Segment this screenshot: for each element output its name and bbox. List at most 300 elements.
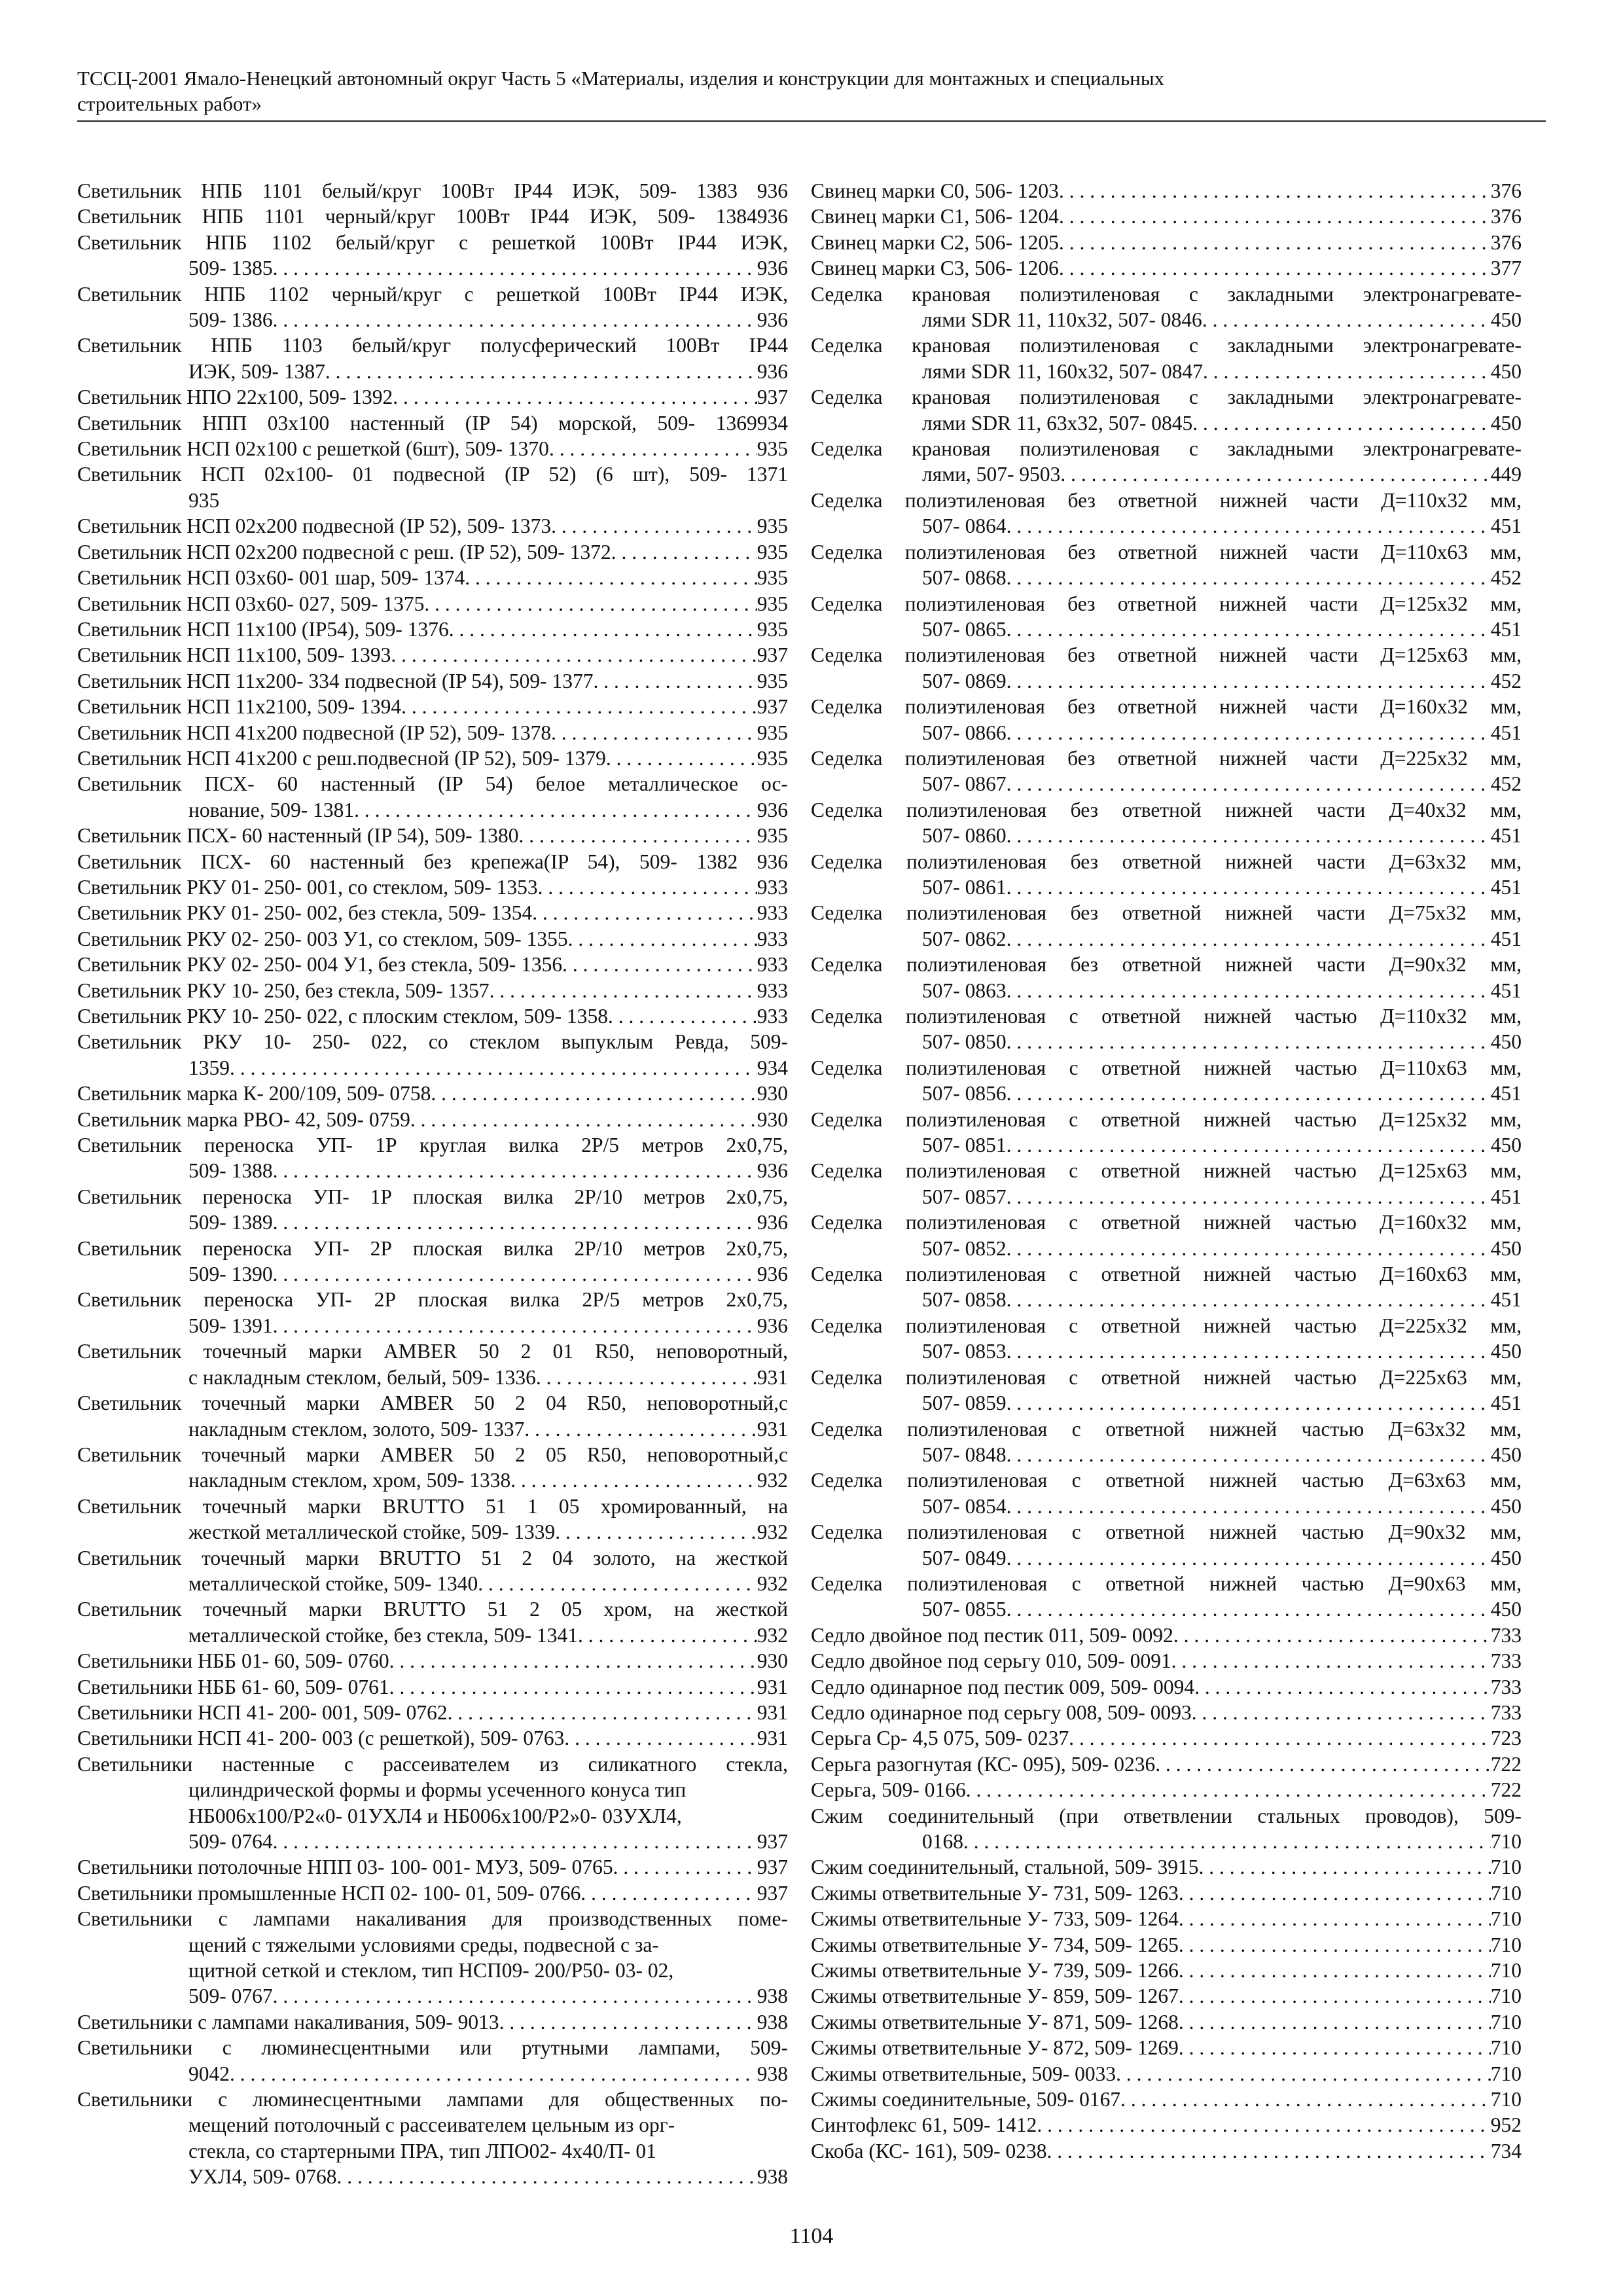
entry-line-with-page	[77, 1700, 788, 1725]
index-entry	[77, 1725, 788, 1751]
page-ref: 933	[757, 953, 788, 977]
index-entry	[811, 178, 1522, 204]
entry-line-with-page	[811, 1596, 1522, 1622]
entry-line-with-page	[77, 874, 788, 900]
index-entry	[77, 332, 788, 384]
dot-leader	[499, 2009, 757, 2035]
dot-leader	[1120, 2087, 1491, 2112]
entry-line-with-page	[77, 720, 788, 745]
page-ref: 376	[1490, 179, 1522, 202]
page-ref: 451	[1490, 875, 1522, 899]
page-ref: 710	[1490, 1830, 1522, 1853]
dot-leader	[1007, 1442, 1491, 1467]
page-ref: 450	[1490, 1236, 1522, 1260]
index-entry	[77, 1674, 788, 1700]
entry-text: Светильник НПБ 1101 белый/круг 100Вт IP44 ИЭК, 509- 1383 936	[77, 179, 788, 202]
dot-leader	[1194, 1674, 1491, 1700]
index-entry	[77, 1390, 788, 1442]
entry-text: Светильник ПСХ- 60 настенный (IP 54), 509- 1380	[77, 824, 519, 848]
entry-line-with-page	[77, 745, 788, 771]
entry-text: Светильник РКУ 10- 250, без стекла, 509- 1357	[77, 978, 490, 1002]
page-ref: 930	[757, 1649, 788, 1673]
entry-text: 507- 0858	[922, 1288, 1007, 1312]
entry-text: Седелка полиэтиленовая без ответной нижней части Д=160х32 мм,	[811, 695, 1522, 719]
dot-leader	[1179, 1932, 1491, 1958]
page-ref: 449	[1490, 463, 1522, 486]
dot-leader	[1179, 1983, 1491, 2009]
index-entry	[77, 1132, 788, 1184]
dot-leader	[606, 745, 757, 771]
entry-text: Седелка полиэтиленовая без ответной нижней части Д=110х63 мм,	[811, 540, 1522, 564]
page-ref: 935	[757, 540, 788, 564]
entry-text: лями SDR 11, 160х32, 507- 0847	[922, 359, 1203, 383]
page-ref: 451	[1490, 978, 1522, 1002]
entry-text: Серьга, 509- 0166	[811, 1778, 966, 1802]
entry-line-with-page	[811, 410, 1522, 436]
entry-text: жесткой металлической стойке, 509- 1339	[188, 1520, 556, 1544]
entry-line-with-page	[811, 2035, 1522, 2060]
entry-text: Сжимы ответвительные У- 739, 509- 1266	[811, 1959, 1179, 1982]
page-ref: 710	[1490, 2088, 1522, 2111]
entry-line-with-page	[811, 668, 1522, 694]
page-ref: 932	[757, 1520, 788, 1544]
entry-text: 507- 0861	[922, 875, 1007, 899]
page-ref: 451	[1490, 514, 1522, 538]
dot-leader	[510, 1467, 757, 1493]
entry-line-with-page	[811, 1081, 1522, 1106]
entry-line-with-page	[811, 617, 1522, 642]
entry-line-with-page	[811, 1829, 1522, 1854]
index-entry	[811, 2112, 1522, 2138]
entry-text: Седелка полиэтиленовая с ответной нижней частью Д=110х32 мм,	[811, 1005, 1522, 1028]
entry-text: с накладным стеклом, белый, 509- 1336	[188, 1365, 536, 1389]
page-ref: 710	[1490, 2010, 1522, 2034]
page-ref: 930	[757, 1082, 788, 1105]
entry-text: ИЭК, 509- 1387	[188, 359, 325, 383]
page-ref: 937	[757, 695, 788, 719]
dot-leader	[337, 2164, 757, 2189]
entry-text: 507- 0851	[922, 1134, 1007, 1157]
entry-text: Седло двойное под пестик 011, 509- 0092	[811, 1623, 1173, 1647]
index-entry	[811, 332, 1522, 384]
page-ref: 710	[1490, 1984, 1522, 2008]
page-ref: 710	[1490, 1907, 1522, 1931]
entry-text: Светильник РКУ 02- 250- 003 У1, со стеклом, 509- 1355	[77, 927, 568, 950]
entry-line-with-page	[77, 1081, 788, 1106]
entry-text: Светильник НСП 02х200 подвесной с реш. (IP 52), 509- 1372	[77, 540, 611, 564]
index-entry	[811, 952, 1522, 1003]
entry-line-with-page	[811, 565, 1522, 590]
entry-text: 507- 0854	[922, 1494, 1007, 1518]
dot-leader	[1116, 2061, 1491, 2087]
entry-line-with-page	[811, 1623, 1522, 1648]
entry-text: Светильник ПСХ- 60 настенный (IP 54) белое металлическое ос-	[77, 772, 788, 796]
dot-leader	[1059, 204, 1491, 229]
entry-line-with-page	[811, 255, 1522, 281]
page-ref: 450	[1490, 1340, 1522, 1363]
index-entry	[77, 2087, 788, 2190]
dot-leader	[1007, 1132, 1491, 1158]
dot-leader	[1179, 1880, 1491, 1906]
index-entry	[811, 255, 1522, 281]
entry-line-with-page	[811, 978, 1522, 1003]
entry-line-with-page	[811, 2112, 1522, 2138]
page-ref: 710	[1490, 1881, 1522, 1905]
page-ref: 722	[1490, 1752, 1522, 1776]
index-entry	[77, 1880, 788, 1906]
entry-line-with-page	[77, 1519, 788, 1545]
entry-text: 507- 0856	[922, 1082, 1007, 1105]
index-entry	[811, 1648, 1522, 1674]
page-ref: 710	[1490, 2036, 1522, 2060]
entry-line-with-page	[77, 255, 788, 281]
entry-text: Седелка крановая полиэтиленовая с закладными электронагревате-	[811, 386, 1522, 409]
index-entry	[811, 1261, 1522, 1313]
entry-text: Сжимы ответвительные У- 859, 509- 1267	[811, 1984, 1179, 2008]
entry-text: Сжимы ответвительные У- 734, 509- 1265	[811, 1933, 1179, 1956]
index-entry	[77, 539, 788, 565]
dot-leader	[1007, 1236, 1491, 1261]
index-entry	[77, 694, 788, 719]
entry-line-with-page	[77, 1467, 788, 1493]
index-entry	[77, 565, 788, 590]
index-entry	[811, 745, 1522, 797]
entry-text: Светильник НСП 03х60- 001 шар, 509- 1374	[77, 566, 465, 590]
index-entry	[811, 488, 1522, 539]
entry-text: Седелка полиэтиленовая с ответной нижней частью Д=63х63 мм,	[811, 1469, 1522, 1492]
entry-text: Светильник НПБ 1103 белый/круг полусферический 100Вт IP44	[77, 334, 788, 357]
entry-continuation: стекла, со стартерными ПРА, тип ЛПО02- 4х40/П- 01	[188, 2139, 656, 2162]
entry-text: 507- 0860	[922, 824, 1007, 848]
dot-leader	[389, 1648, 757, 1674]
page-ref: 733	[1490, 1700, 1522, 1724]
page-ref: 934	[757, 1056, 788, 1079]
entry-line-with-page	[77, 384, 788, 410]
entry-line-with-page	[811, 461, 1522, 487]
entry-line-with-page	[77, 1854, 788, 1880]
dot-leader	[1007, 978, 1491, 1003]
entry-line-with-page	[811, 1236, 1522, 1261]
entry-line-with-page	[811, 230, 1522, 255]
dot-leader	[1192, 1700, 1491, 1725]
dot-leader	[1007, 1029, 1491, 1054]
page-ref: 451	[1490, 721, 1522, 744]
entry-text: Седелка полиэтиленовая с ответной нижней частью Д=90х63 мм,	[811, 1571, 1522, 1595]
index-entry	[77, 1596, 788, 1648]
entry-text: Седелка полиэтиленовая без ответной нижней части Д=90х32 мм,	[811, 953, 1522, 977]
entry-text: нование, 509- 1381	[188, 798, 355, 821]
dot-leader	[1059, 178, 1491, 204]
index-entry	[77, 668, 788, 694]
entry-text: Синтофлекс 61, 509- 1412	[811, 2113, 1037, 2137]
dot-leader	[551, 513, 757, 539]
dot-leader	[1069, 1725, 1490, 1751]
dot-leader	[611, 539, 757, 565]
dot-leader	[1047, 2138, 1491, 2164]
entry-text: Седелка полиэтиленовая без ответной нижней части Д=40х32 мм,	[811, 798, 1522, 821]
entry-text: 1359	[188, 1056, 230, 1079]
dot-leader	[1007, 926, 1491, 952]
entry-line-with-page	[811, 1751, 1522, 1777]
page-ref: 931	[757, 1727, 788, 1750]
index-entry	[77, 642, 788, 668]
index-entry	[77, 2035, 788, 2087]
page-ref: 935	[757, 592, 788, 615]
index-entry	[77, 1906, 788, 2009]
entry-text: Свинец марки С1, 506- 1204	[811, 205, 1059, 228]
entry-text: Светильник точечный марки AMBER 50 2 05 R50, неповоротный,с	[77, 1443, 788, 1466]
index-entry	[811, 1467, 1522, 1519]
page-ref: 938	[757, 2165, 788, 2189]
index-entry	[77, 1184, 788, 1236]
dot-leader	[1171, 1648, 1491, 1674]
entry-line-with-page	[77, 642, 788, 668]
index-entry	[811, 1725, 1522, 1751]
dot-leader	[963, 1829, 1491, 1854]
entry-text: металлической стойке, 509- 1340	[188, 1571, 478, 1595]
entry-text: 507- 0862	[922, 927, 1007, 950]
dot-leader	[1199, 1854, 1491, 1880]
index-entry	[77, 384, 788, 410]
index-entry	[77, 1287, 788, 1338]
entry-text: 507- 0864	[922, 514, 1007, 538]
dot-leader	[538, 874, 757, 900]
entry-line-with-page	[811, 1338, 1522, 1364]
entry-line-with-page	[811, 1932, 1522, 1958]
index-column-left	[77, 178, 788, 2190]
index-entry	[811, 1313, 1522, 1365]
entry-text: Седелка полиэтиленовая без ответной нижней части Д=125х63 мм,	[811, 643, 1522, 667]
index-entry	[811, 436, 1522, 488]
page-ref: 452	[1490, 669, 1522, 692]
entry-text: лями SDR 11, 110х32, 507- 0846	[922, 308, 1202, 332]
dot-leader	[1179, 1906, 1491, 1931]
index-entry	[77, 513, 788, 539]
entry-continuation: щений с тяжелыми условиями среды, подвесной с за-	[188, 1933, 659, 1956]
page-ref: 933	[757, 875, 788, 899]
dot-leader	[391, 642, 757, 668]
entry-text: 507- 0868	[922, 566, 1007, 590]
index-entry	[811, 1158, 1522, 1210]
entry-line-with-page	[811, 1983, 1522, 2009]
entry-line-with-page	[811, 1494, 1522, 1519]
index-entry	[77, 771, 788, 823]
entry-text: Свинец марки С2, 506- 1205	[811, 230, 1059, 254]
entry-text: Седло двойное под серьгу 010, 509- 0091	[811, 1649, 1171, 1673]
entry-line-with-page	[77, 952, 788, 977]
entry-continuation: мещений потолочный с рассеивателем цельным из орг-	[188, 2113, 675, 2137]
entry-text: Светильник НСП 11х200- 334 подвесной (IP 54), 509- 1377	[77, 669, 594, 692]
dot-leader	[449, 617, 757, 642]
page-ref: 452	[1490, 772, 1522, 796]
entry-line-with-page	[811, 1029, 1522, 1054]
index-entry	[811, 2138, 1522, 2164]
index-entry	[811, 2035, 1522, 2060]
entry-text: Седелка крановая полиэтиленовая с закладными электронагревате-	[811, 334, 1522, 357]
index-entry	[77, 823, 788, 848]
dot-leader	[1007, 720, 1491, 745]
entry-line-with-page	[77, 797, 788, 823]
entry-text: Свинец марки С3, 506- 1206	[811, 257, 1059, 280]
entry-line-with-page	[811, 1906, 1522, 1931]
entry-line-with-page	[811, 2138, 1522, 2164]
entry-text: Сжимы ответвительные У- 733, 509- 1264	[811, 1907, 1179, 1931]
entry-line-with-page	[77, 1365, 788, 1390]
index-entry	[77, 745, 788, 771]
entry-line-with-page	[811, 1442, 1522, 1467]
entry-line-with-page	[811, 2061, 1522, 2087]
page-ref: 451	[1490, 1185, 1522, 1208]
entry-text: Седелка полиэтиленовая с ответной нижней частью Д=225х32 мм,	[811, 1314, 1522, 1337]
page-ref: 450	[1490, 1443, 1522, 1466]
entry-text: Сжимы соединительные, 509- 0167	[811, 2088, 1121, 2111]
page-ref: 930	[757, 1107, 788, 1131]
entry-line-with-page	[77, 926, 788, 952]
entry-line-with-page	[77, 591, 788, 617]
entry-text: 509- 1388	[188, 1159, 273, 1183]
entry-text: Светильник НСП 41х200 с реш.подвесной (IP 52), 509- 1379	[77, 746, 606, 770]
dot-leader	[1173, 1623, 1491, 1648]
dot-leader	[1007, 1287, 1491, 1312]
index-entry	[811, 384, 1522, 436]
entry-text: Седелка полиэтиленовая с ответной нижней частью Д=160х32 мм,	[811, 1211, 1522, 1234]
index-entry	[77, 874, 788, 900]
entry-text: Светильники с люминесцентными лампами для общественных по-	[77, 2088, 788, 2111]
dot-leader	[354, 797, 757, 823]
dot-leader	[448, 1700, 757, 1725]
index-entry	[77, 1029, 788, 1081]
entry-text: Светильник НСП 02х100- 01 подвесной (IP 52) (6 шт), 509- 1371	[77, 463, 788, 486]
dot-leader	[1007, 617, 1491, 642]
page-number: 1104	[789, 2224, 834, 2248]
index-entry	[811, 1365, 1522, 1416]
entry-line-with-page	[811, 823, 1522, 848]
page-ref: 935	[757, 824, 788, 848]
entry-text: Седелка полиэтиленовая с ответной нижней частью Д=225х63 мм,	[811, 1365, 1522, 1389]
entry-line-with-page	[77, 823, 788, 848]
page-ref: 937	[757, 1830, 788, 1853]
entry-text: Седло одинарное под серьгу 008, 509- 0093	[811, 1700, 1192, 1724]
dot-leader	[401, 694, 757, 719]
entry-text: Светильник точечный марки AMBER 50 2 04 R50, неповоротный,с	[77, 1391, 788, 1415]
dot-leader	[1007, 1338, 1491, 1364]
page-ref: 935	[757, 437, 788, 461]
entry-text: Сжимы ответвительные У- 871, 509- 1268	[811, 2010, 1179, 2034]
entry-text: Седло одинарное под пестик 009, 509- 0094	[811, 1675, 1195, 1698]
dot-leader	[1179, 2035, 1491, 2060]
index-entry	[77, 410, 788, 436]
dot-leader	[580, 1880, 757, 1906]
entry-line-with-page	[811, 1700, 1522, 1725]
entry-text: Светильники с люминесцентными или ртутными лампами, 509-	[77, 2036, 788, 2060]
header-line-2: строительных работ»	[77, 92, 262, 115]
dot-leader	[1007, 1081, 1491, 1106]
entry-line-with-page	[811, 1648, 1522, 1674]
dot-leader	[1060, 461, 1490, 487]
index-entry	[811, 694, 1522, 745]
entry-line-with-page	[77, 307, 788, 332]
dot-leader	[1007, 1596, 1491, 1622]
entry-line-with-page	[77, 1055, 788, 1081]
dot-leader	[424, 591, 757, 617]
entry-text: Светильник РКУ 01- 250- 001, со стеклом, 509- 1353	[77, 875, 538, 899]
index-entry	[811, 1003, 1522, 1055]
page-ref: 936	[757, 359, 788, 383]
dot-leader	[518, 823, 757, 848]
entry-text: 507- 0863	[922, 978, 1007, 1002]
index-entry	[811, 1854, 1522, 1880]
dot-leader	[490, 978, 757, 1003]
dot-leader	[551, 720, 757, 745]
page-ref: 936	[757, 1263, 788, 1286]
entry-line-with-page	[811, 1674, 1522, 1700]
page-ref: 733	[1490, 1623, 1522, 1647]
entry-text: Седелка полиэтиленовая без ответной нижней части Д=225х32 мм,	[811, 746, 1522, 770]
entry-line-with-page	[77, 1003, 788, 1029]
page-ref: 936	[757, 1211, 788, 1234]
page-ref: 936	[757, 1314, 788, 1337]
index-entry	[77, 1236, 788, 1287]
entry-text: Светильник марка К- 200/109, 509- 0758	[77, 1082, 431, 1105]
index-entry	[811, 1416, 1522, 1468]
dot-leader	[1007, 823, 1491, 848]
index-entry	[811, 900, 1522, 952]
entry-text: 509- 0764	[188, 1830, 273, 1853]
entry-line-with-page	[811, 2087, 1522, 2112]
entry-line-with-page	[77, 565, 788, 590]
index-entry	[77, 849, 788, 874]
index-entry	[77, 461, 788, 513]
index-entry	[77, 1107, 788, 1132]
dot-leader	[1059, 230, 1491, 255]
entry-text: 507- 0867	[922, 772, 1007, 796]
entry-text: Светильники с лампами накаливания, 509- 9013	[77, 2010, 499, 2034]
entry-text: лями, 507- 9503	[922, 463, 1061, 486]
index-entry	[811, 539, 1522, 591]
entry-line-with-page	[811, 1958, 1522, 1983]
dot-leader	[273, 1829, 757, 1854]
page-ref: 931	[757, 1417, 788, 1441]
index-column-right	[811, 178, 1522, 2164]
dot-leader	[465, 565, 757, 590]
entry-text: Светильник НСП 02х100 с решеткой (6шт), 509- 1370	[77, 437, 549, 461]
index-entry	[811, 1880, 1522, 1906]
page-ref: 938	[757, 1984, 788, 2008]
index-entry	[811, 1803, 1522, 1855]
entry-line-with-page	[811, 1184, 1522, 1210]
page-ref: 936	[757, 798, 788, 821]
entry-text: 509- 1385	[188, 257, 273, 280]
index-entry	[77, 952, 788, 977]
entry-text: Седелка полиэтиленовая без ответной нижней части Д=63х32 мм,	[811, 850, 1522, 873]
entry-text: Светильник ПСХ- 60 настенный без крепежа(IP 54), 509- 1382 936	[77, 850, 788, 873]
entry-text: Светильник переноска УП- 1Р плоская вилка 2Р/10 метров 2х0,75,	[77, 1185, 788, 1208]
dot-leader	[1007, 874, 1491, 900]
entry-text: Седелка полиэтиленовая с ответной нижней частью Д=63х32 мм,	[811, 1417, 1522, 1441]
dot-leader	[524, 1416, 757, 1442]
index-entry	[811, 1623, 1522, 1648]
index-entry	[811, 1107, 1522, 1158]
header-line-1: ТССЦ-2001 Ямало-Ненецкий автономный округ Часть 5 «Материалы, изделия и конструкции для монтажных и специальных	[77, 67, 1165, 90]
page-ref: 723	[1490, 1727, 1522, 1750]
entry-line-with-page	[77, 359, 788, 384]
index-entry	[811, 281, 1522, 333]
page-ref: 450	[1490, 411, 1522, 435]
dot-leader	[1037, 2112, 1490, 2138]
page-ref: 935	[757, 514, 788, 538]
index-entry	[811, 204, 1522, 229]
dot-leader	[1007, 668, 1491, 694]
